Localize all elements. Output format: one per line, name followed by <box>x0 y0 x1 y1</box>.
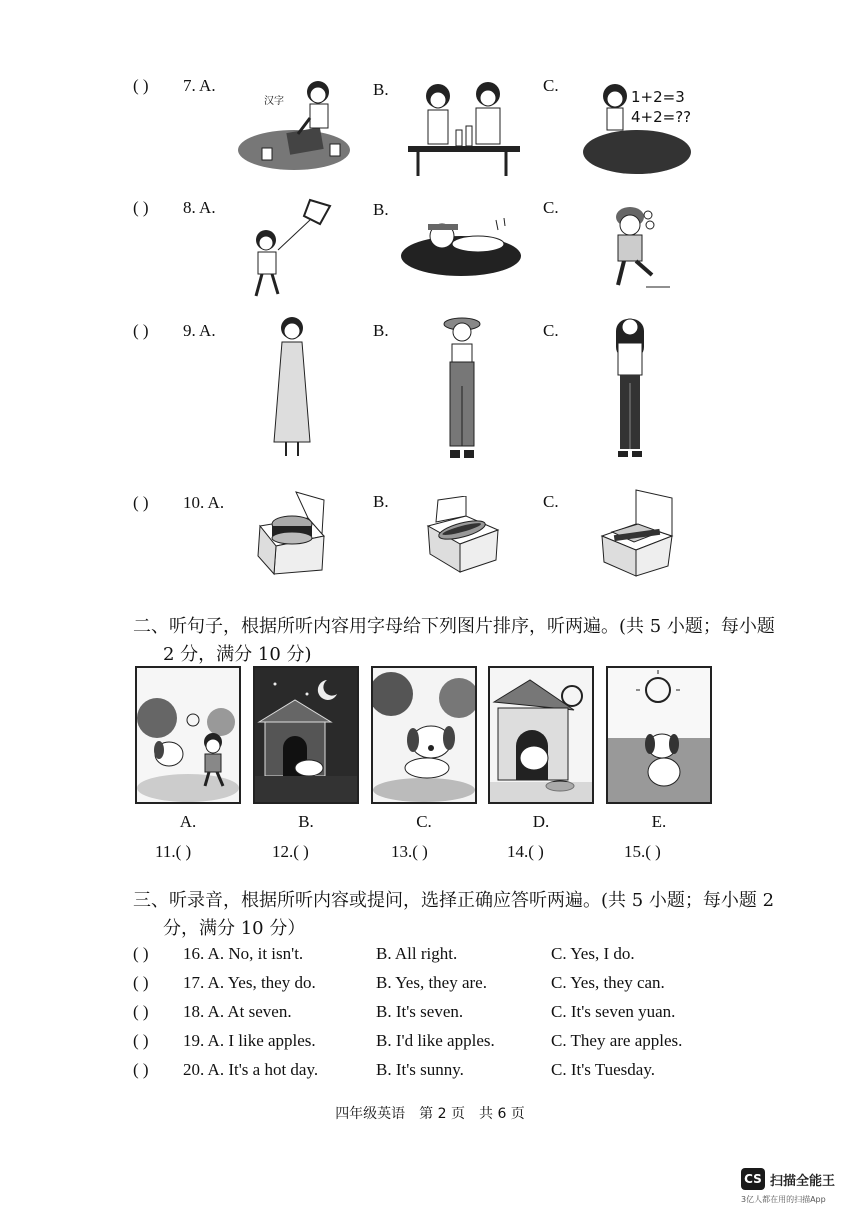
q7-option-c-label: C. <box>543 76 559 95</box>
q16-option-c[interactable]: C. Yes, I do. <box>551 944 635 963</box>
section2-title-line2: 2 分，满分 10 分) <box>163 644 312 665</box>
q7-option-c-image[interactable] <box>583 80 691 175</box>
page-footer: 四年级英语 第 2 页 共 6 页 <box>335 1106 525 1122</box>
q19-option-c[interactable]: C. They are apples. <box>551 1031 683 1050</box>
q8-option-b-image[interactable] <box>400 214 522 278</box>
math-text-1: 1+2=3 <box>631 88 685 106</box>
answer-blank-14[interactable]: 14.( ) <box>507 842 544 861</box>
q20-option-c[interactable]: C. It's Tuesday. <box>551 1060 655 1079</box>
q10-label: 10. A. <box>183 493 225 512</box>
q8-bracket[interactable]: ( ) <box>133 198 149 217</box>
math-text-2: 4+2=?? <box>631 108 691 126</box>
picture-panel-e[interactable] <box>606 666 712 804</box>
q7-bracket[interactable]: ( ) <box>133 76 149 95</box>
q10-bracket[interactable]: ( ) <box>133 493 149 512</box>
panel-label-b: B. <box>298 812 314 831</box>
q16-option-a[interactable]: 16. A. No, it isn't. <box>183 944 304 963</box>
q9-option-b-image[interactable] <box>440 316 484 464</box>
q9-label: 9. A. <box>183 321 216 340</box>
q18-option-a[interactable]: 18. A. At seven. <box>183 1002 292 1021</box>
q10-option-b-image[interactable] <box>426 496 500 574</box>
q10-option-b-label: B. <box>373 492 389 511</box>
panel-label-e: E. <box>651 812 667 831</box>
watermark-tagline: 3亿人都在用的扫描App <box>741 1195 826 1204</box>
q7-option-a-image[interactable] <box>238 78 350 173</box>
picture-panel-a[interactable] <box>135 666 241 804</box>
cs-logo-icon: CS <box>741 1168 765 1190</box>
q8-option-c-label: C. <box>543 198 559 217</box>
q20-bracket[interactable]: ( ) <box>133 1060 149 1079</box>
q9-option-b-label: B. <box>373 321 389 340</box>
answer-blank-11[interactable]: 11.( ) <box>155 842 192 861</box>
scanner-watermark <box>741 1168 835 1190</box>
q7-option-b-image[interactable] <box>406 78 521 178</box>
q18-option-b[interactable]: B. It's seven. <box>376 1002 464 1021</box>
answer-blank-12[interactable]: 12.( ) <box>272 842 309 861</box>
q16-bracket[interactable]: ( ) <box>133 944 149 963</box>
q9-option-c-label: C. <box>543 321 559 340</box>
q7-label: 7. A. <box>183 76 216 95</box>
q20-option-a[interactable]: 20. A. It's a hot day. <box>183 1060 319 1079</box>
q19-bracket[interactable]: ( ) <box>133 1031 149 1050</box>
q18-bracket[interactable]: ( ) <box>133 1002 149 1021</box>
q19-option-a[interactable]: 19. A. I like apples. <box>183 1031 316 1050</box>
panel-label-c: C. <box>416 812 432 831</box>
q8-option-c-image[interactable] <box>606 203 676 295</box>
section3-title-line2: 分，满分 10 分） <box>163 918 306 939</box>
q8-option-b-label: B. <box>373 200 389 219</box>
hanzi-text: 汉字 <box>264 96 284 107</box>
q17-option-c[interactable]: C. Yes, they can. <box>551 973 665 992</box>
picture-panel-c[interactable] <box>371 666 477 804</box>
q20-option-b[interactable]: B. It's sunny. <box>376 1060 464 1079</box>
q16-option-b[interactable]: B. All right. <box>376 944 458 963</box>
answer-blank-13[interactable]: 13.( ) <box>391 842 428 861</box>
q17-option-b[interactable]: B. Yes, they are. <box>376 973 487 992</box>
q17-bracket[interactable]: ( ) <box>133 973 149 992</box>
q10-option-c-label: C. <box>543 492 559 511</box>
picture-panel-b[interactable] <box>253 666 359 804</box>
panel-label-d: D. <box>532 812 550 831</box>
q9-bracket[interactable]: ( ) <box>133 321 149 340</box>
section3-title-line1: 三、听录音，根据所听内容或提问，选择正确应答听两遍。(共 5 小题；每小题 2 <box>133 890 775 911</box>
q17-option-a[interactable]: 17. A. Yes, they do. <box>183 973 316 992</box>
q19-option-b[interactable]: B. I'd like apples. <box>376 1031 495 1050</box>
q9-option-c-image[interactable] <box>610 313 650 461</box>
q8-option-a-image[interactable] <box>248 198 333 302</box>
panel-label-a: A. <box>179 812 197 831</box>
q18-option-c[interactable]: C. It's seven yuan. <box>551 1002 676 1021</box>
q8-label: 8. A. <box>183 198 216 217</box>
answer-blank-15[interactable]: 15.( ) <box>624 842 661 861</box>
q9-option-a-image[interactable] <box>270 316 314 462</box>
section2-title-line1: 二、听句子，根据所听内容用字母给下列图片排序，听两遍。(共 5 小题；每小题 <box>133 616 775 637</box>
q7-option-b-label: B. <box>373 80 389 99</box>
watermark-name: 扫描全能王 <box>770 1173 836 1189</box>
q10-option-a-image[interactable] <box>256 490 328 576</box>
q10-option-c-image[interactable] <box>596 488 674 578</box>
picture-panel-d[interactable] <box>488 666 594 804</box>
